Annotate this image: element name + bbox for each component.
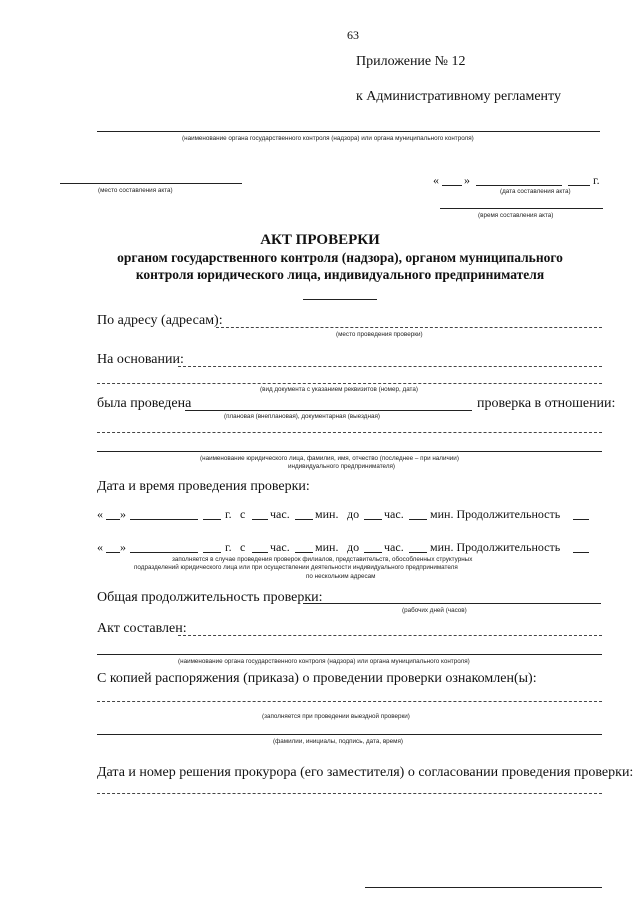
date-month-line[interactable] (476, 185, 562, 186)
row1-g: г. (225, 507, 232, 521)
basis-caption: (вид документа с указанием реквизитов (номер, дата) (260, 386, 418, 393)
act-title: АКТ ПРОВЕРКИ (260, 232, 380, 248)
act-subtitle-1: органом государственного контроля (надзора), органом муниципального (117, 250, 563, 265)
drawn-up-caption: (наименование органа государственного контроля (надзора) или органа муниципального контроля) (178, 658, 470, 665)
entity-caption-2: индивидуального предпринимателя) (288, 463, 396, 470)
date-close-quote: » (464, 173, 470, 187)
place-caption: (место составления акта) (98, 187, 173, 194)
row2-h2-line[interactable] (364, 552, 382, 553)
address-label: По адресу (адресам): (97, 313, 223, 328)
row1-h1-line[interactable] (252, 519, 268, 520)
organ-name-caption: (наименование органа государственного контроля (надзора) или органа муниципального контроля) (182, 135, 474, 142)
row2-min1: мин. (315, 540, 339, 554)
datetime-caption-1: заполняется в случае проведения проверок филиалов, представительств, обособленных структурных (172, 556, 473, 563)
address-line[interactable] (216, 327, 602, 328)
appendix-subtitle: к Административному регламенту (356, 89, 561, 104)
order-copy-line-2[interactable] (97, 734, 602, 735)
act-subtitle-2: контроля юридического лица, индивидуального предпринимателя (135, 267, 545, 282)
row2-month-line[interactable] (130, 552, 198, 553)
row2-close-quote: » (120, 540, 126, 554)
total-caption: (рабочих дней (часов) (402, 607, 467, 614)
row2-min-dur: мин. Продолжительность (430, 540, 561, 554)
date-year-suffix: г. (593, 173, 600, 187)
time-line[interactable] (440, 208, 603, 209)
appendix-title: Приложение № 12 (356, 54, 466, 69)
row2-chas2: час. (384, 540, 404, 554)
row2-year-line[interactable] (203, 552, 221, 553)
row2-m2-line[interactable] (409, 552, 427, 553)
conducted-caption: (плановая (внеплановая), документарная (выездная) (224, 413, 380, 420)
address-caption: (место проведения проверки) (336, 331, 423, 338)
row1-month-line[interactable] (130, 519, 198, 520)
date-year-line[interactable] (568, 185, 590, 186)
place-line[interactable] (60, 183, 242, 184)
row2-do: до (347, 540, 360, 554)
row2-h1-line[interactable] (252, 552, 268, 553)
row2-duration-line[interactable] (573, 552, 589, 553)
row1-do: до (347, 507, 360, 521)
entity-line-2[interactable] (97, 451, 602, 452)
basis-label: На основании: (97, 352, 184, 367)
total-label: Общая продолжительность проверки: (97, 590, 323, 605)
row2-s: с (240, 540, 246, 554)
entity-caption-1: (наименование юридического лица, фамилия, имя, отчество (последнее – при наличии) (200, 455, 459, 462)
datetime-label: Дата и время проведения проверки: (97, 479, 310, 494)
row1-min1: мин. (315, 507, 339, 521)
order-copy-line-1[interactable] (97, 701, 602, 702)
row1-duration-line[interactable] (573, 519, 589, 520)
row1-day-line[interactable] (106, 519, 120, 520)
order-copy-label: С копией распоряжения (приказа) о проведении проверки ознакомлен(ы): (97, 671, 537, 686)
drawn-up-label: Акт составлен: (97, 621, 187, 636)
conducted-right-label: проверка в отношении: (477, 396, 616, 411)
bottom-rule (365, 887, 602, 888)
row1-chas1: час. (270, 507, 290, 521)
row2-m1-line[interactable] (295, 552, 313, 553)
order-copy-caption-2: (фамилии, инициалы, подпись, дата, время) (273, 738, 404, 745)
row1-year-line[interactable] (203, 519, 221, 520)
drawn-up-line-1[interactable] (178, 635, 602, 636)
order-copy-caption-1: (заполняется при проведении выездной проверки) (262, 713, 410, 720)
prosecutor-label: Дата и номер решения прокурора (его заместителя) о согласовании проведения проверки: (97, 765, 634, 780)
row2-day-line[interactable] (106, 552, 120, 553)
conducted-label: была проведена (97, 396, 192, 411)
prosecutor-line[interactable] (97, 793, 602, 794)
row1-m2-line[interactable] (409, 519, 427, 520)
row1-min-dur: мин. Продолжительность (430, 507, 561, 521)
time-caption: (время составления акта) (478, 212, 554, 219)
row1-chas2: час. (384, 507, 404, 521)
row1-close-quote: » (120, 507, 126, 521)
organ-name-line[interactable] (97, 131, 600, 132)
entity-line-1[interactable] (97, 432, 602, 433)
page-number: 63 (347, 28, 359, 42)
date-caption: (дата составления акта) (500, 188, 571, 195)
title-underline (303, 299, 377, 300)
total-line[interactable] (303, 603, 601, 604)
row1-m1-line[interactable] (295, 519, 313, 520)
datetime-caption-2: подразделений юридического лица или при осуществлении деятельности индивидуального предпринимателя (134, 564, 458, 571)
basis-line-2[interactable] (97, 383, 602, 384)
basis-line-1[interactable] (178, 366, 602, 367)
date-day-line[interactable] (442, 185, 462, 186)
row1-open-quote: « (97, 507, 103, 521)
drawn-up-line-2[interactable] (97, 654, 602, 655)
conducted-line[interactable] (185, 410, 472, 411)
row1-s: с (240, 507, 246, 521)
row2-chas1: час. (270, 540, 290, 554)
row2-g: г. (225, 540, 232, 554)
datetime-caption-3: по нескольким адресам (306, 573, 376, 580)
row2-open-quote: « (97, 540, 103, 554)
row1-h2-line[interactable] (364, 519, 382, 520)
date-open-quote: « (433, 173, 439, 187)
